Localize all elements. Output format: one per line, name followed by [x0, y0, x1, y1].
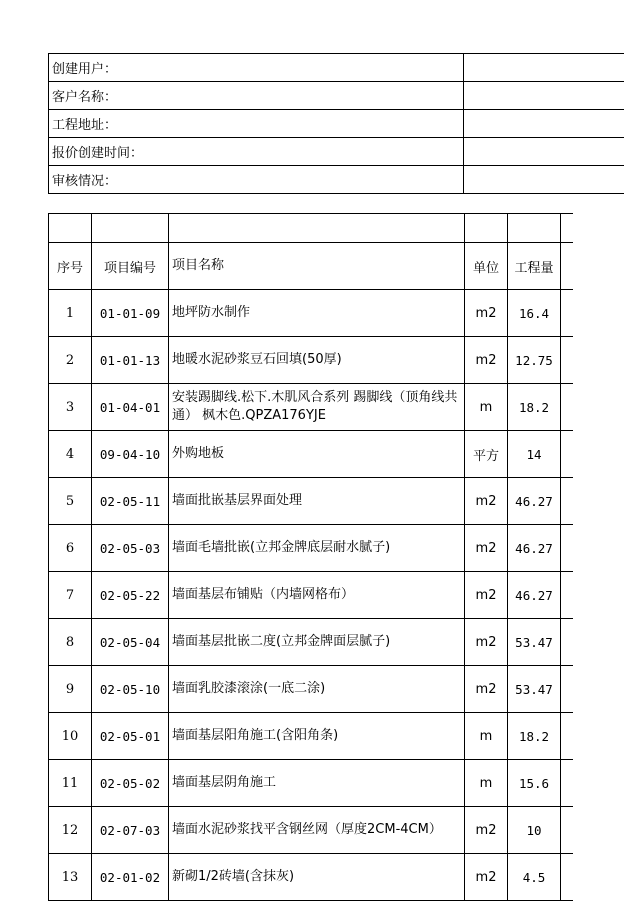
review-status-value: [463, 166, 624, 194]
header-spacer-row: [49, 214, 573, 243]
table-row: [49, 384, 573, 431]
item-code: 09-04-10: [92, 431, 169, 478]
item-quantity: 46.27: [508, 525, 561, 572]
item-code: 02-05-02: [92, 760, 169, 807]
item-extra: [561, 337, 573, 384]
item-unit: m2: [465, 337, 508, 384]
row-number: 8: [49, 619, 92, 666]
col-header-name: 项目名称: [169, 243, 465, 290]
row-number: 2: [49, 337, 92, 384]
table-row: [49, 431, 573, 478]
item-name: 外购地板: [169, 431, 465, 478]
item-extra: [561, 713, 573, 760]
item-name: 新砌1/2砖墙(含抹灰): [169, 854, 465, 901]
item-unit: m: [465, 760, 508, 807]
item-unit: m2: [465, 666, 508, 713]
item-name: 安装踢脚线.松下.木肌风合系列 踢脚线（顶角线共通） 枫木色.QPZA176YJE: [169, 384, 465, 431]
item-extra: [561, 619, 573, 666]
info-row-customer: [49, 82, 624, 110]
info-row-address: [49, 110, 624, 138]
table-row: [49, 807, 573, 854]
item-extra: [561, 666, 573, 713]
item-unit: m2: [465, 525, 508, 572]
table-row: [49, 478, 573, 525]
item-quantity: 53.47: [508, 619, 561, 666]
item-code: 02-05-03: [92, 525, 169, 572]
item-extra: [561, 854, 573, 901]
item-unit: m: [465, 713, 508, 760]
item-code: 02-05-11: [92, 478, 169, 525]
table-row: [49, 854, 573, 901]
item-code: 02-05-10: [92, 666, 169, 713]
item-code: 01-01-13: [92, 337, 169, 384]
item-extra: [561, 431, 573, 478]
item-unit: m2: [465, 572, 508, 619]
item-name: 墙面批嵌基层界面处理: [169, 478, 465, 525]
row-number: 3: [49, 384, 92, 431]
item-quantity: 18.2: [508, 713, 561, 760]
customer-name-label: 客户名称：: [49, 82, 464, 110]
project-address-value: [463, 110, 624, 138]
row-number: 1: [49, 290, 92, 337]
info-row-creator: [49, 54, 624, 82]
item-code: 02-07-03: [92, 807, 169, 854]
item-quantity: 15.6: [508, 760, 561, 807]
creator-value: [463, 54, 624, 82]
item-unit: m2: [465, 478, 508, 525]
quote-created-time-label: 报价创建时间：: [49, 138, 464, 166]
col-header-code: 项目编号: [92, 243, 169, 290]
table-row: [49, 713, 573, 760]
item-unit: 平方: [465, 431, 508, 478]
item-name: 墙面毛墙批嵌(立邦金牌底层耐水腻子): [169, 525, 465, 572]
quote-items-table: [48, 213, 573, 901]
row-number: 5: [49, 478, 92, 525]
item-unit: m2: [465, 854, 508, 901]
quote-info-table: [48, 53, 624, 194]
item-extra: [561, 525, 573, 572]
project-address-label: 工程地址：: [49, 110, 464, 138]
row-number: 6: [49, 525, 92, 572]
item-code: 02-05-01: [92, 713, 169, 760]
item-code: 02-01-02: [92, 854, 169, 901]
col-header-qty: 工程量: [508, 243, 561, 290]
item-extra: [561, 807, 573, 854]
item-name: 墙面基层阴角施工: [169, 760, 465, 807]
review-status-label: 审核情况：: [49, 166, 464, 194]
item-name: 地坪防水制作: [169, 290, 465, 337]
item-name: 墙面水泥砂浆找平含钢丝网（厚度2CM-4CM）: [169, 807, 465, 854]
item-extra: [561, 760, 573, 807]
table-row: [49, 337, 573, 384]
item-quantity: 53.47: [508, 666, 561, 713]
row-number: 4: [49, 431, 92, 478]
item-extra: [561, 572, 573, 619]
col-header-unit: 单位: [465, 243, 508, 290]
item-name: 墙面基层批嵌二度(立邦金牌面层腻子): [169, 619, 465, 666]
item-name: 地暖水泥砂浆豆石回填(50厚): [169, 337, 465, 384]
table-row: [49, 760, 573, 807]
row-number: 10: [49, 713, 92, 760]
info-row-created-time: [49, 138, 624, 166]
item-name: 墙面基层布铺贴（内墙网格布）: [169, 572, 465, 619]
col-header-extra: [561, 243, 573, 290]
item-name: 墙面乳胶漆滚涂(一底二涂): [169, 666, 465, 713]
row-number: 12: [49, 807, 92, 854]
table-row: [49, 290, 573, 337]
customer-name-value: [463, 82, 624, 110]
item-code: 02-05-04: [92, 619, 169, 666]
table-row: [49, 525, 573, 572]
item-code: 02-05-22: [92, 572, 169, 619]
item-unit: m2: [465, 619, 508, 666]
creator-label: 创建用户：: [49, 54, 464, 82]
item-extra: [561, 478, 573, 525]
item-extra: [561, 384, 573, 431]
col-header-no: 序号: [49, 243, 92, 290]
item-name: 墙面基层阳角施工(含阳角条): [169, 713, 465, 760]
table-row: [49, 572, 573, 619]
row-number: 9: [49, 666, 92, 713]
item-quantity: 14: [508, 431, 561, 478]
info-row-review: [49, 166, 624, 194]
item-quantity: 12.75: [508, 337, 561, 384]
item-unit: m: [465, 384, 508, 431]
item-quantity: 4.5: [508, 854, 561, 901]
item-extra: [561, 290, 573, 337]
quote-created-time-value: [463, 138, 624, 166]
item-quantity: 16.4: [508, 290, 561, 337]
item-quantity: 10: [508, 807, 561, 854]
header-row: [49, 243, 573, 290]
item-quantity: 46.27: [508, 572, 561, 619]
item-code: 01-04-01: [92, 384, 169, 431]
row-number: 11: [49, 760, 92, 807]
item-quantity: 46.27: [508, 478, 561, 525]
table-row: [49, 619, 573, 666]
item-unit: m2: [465, 807, 508, 854]
table-row: [49, 666, 573, 713]
row-number: 7: [49, 572, 92, 619]
item-code: 01-01-09: [92, 290, 169, 337]
item-quantity: 18.2: [508, 384, 561, 431]
item-unit: m2: [465, 290, 508, 337]
row-number: 13: [49, 854, 92, 901]
